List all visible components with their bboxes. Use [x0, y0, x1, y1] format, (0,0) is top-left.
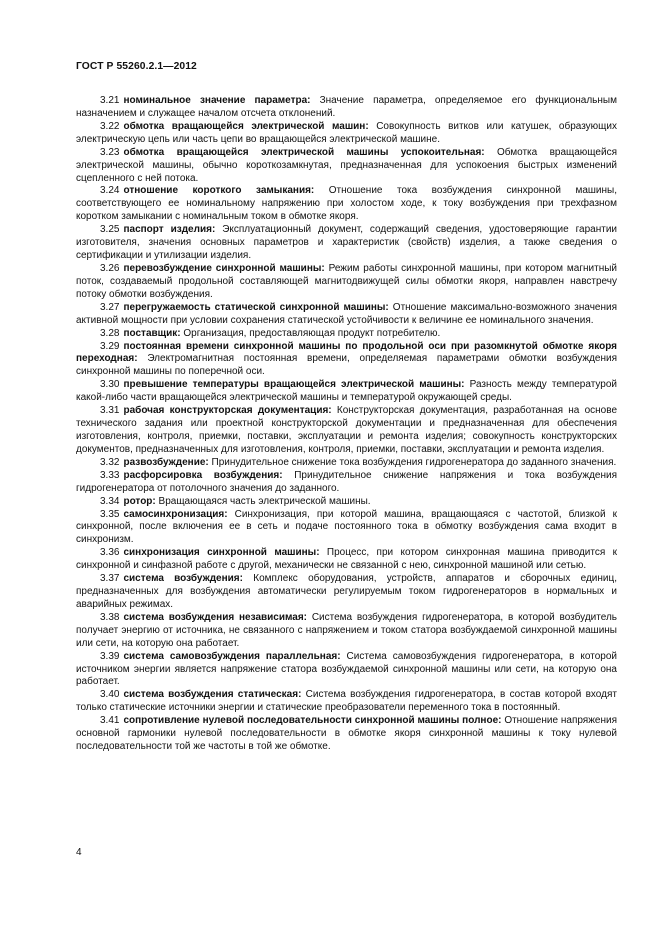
definition-number: 3.30 [100, 379, 120, 391]
definition-text: Электромагнитная постоянная времени, определяемая параметрами обмотки возбуждения синхронной машины по поперечной оси. [76, 353, 617, 378]
definition-text: Режим работы синхронной машины, при котором магнитный поток, создаваемый продольной составляющей магнитодвижущей силы обмотки якоря, направлен навстречу потоку обмотки возбуждения. [76, 262, 617, 300]
definition-number: 3.33 [100, 469, 120, 481]
definition-text: Совокупность витков или катушек, образующих электрическую цепь или часть цепи во вращающейся электрической машине. [76, 120, 617, 145]
definition-term: перегружаемость статической синхронной машины: [123, 301, 389, 313]
definition-text: Конструкторская документация, разработанная на основе технического задания или проектной конструкторской документации и предназначенная для обеспечения изготовления, контроля, приемки, поставки, эксплуатации и ремонта изделия; совокупность конструкторских документов, предназначенных для изготовления, контроля, приемки, поставки, эксплуатации и ремонта изделия. [76, 405, 618, 455]
definition-item [76, 121, 617, 147]
definition-number: 3.40 [100, 689, 120, 701]
definition-item [76, 651, 617, 690]
definition-term: система возбуждения: [123, 573, 243, 585]
definition-term: постоянная времени синхронной машины по продольной оси при разомкнутой обмотке якоря переходная: [76, 340, 617, 365]
definition-item [76, 341, 617, 380]
definition-term: отношение короткого замыкания: [123, 185, 315, 197]
definition-text: Отношение тока возбуждения синхронной машины, соответствующего ее номинальному напряжению при холостом ходе, к току возбуждения при трехфазном коротком замыкании с номинальным током в обмотке якоря. [76, 185, 617, 223]
definition-text: Эксплуатационный документ, содержащий сведения, удостоверяющие гарантии изготовителя, значения основных параметров и характеристик (свойств) изделия, а также сведения о сертификации и утилизации изделия. [76, 224, 618, 262]
definition-item [76, 509, 617, 548]
definition-number: 3.27 [100, 301, 120, 313]
definition-item [76, 715, 617, 754]
definition-term: развозбуждение: [123, 456, 209, 468]
definition-term: синхронизация синхронной машины: [123, 547, 320, 559]
definition-text: Комплекс оборудования, устройств, аппаратов и сборочных единиц, предназначенных для возбуждения автоматически регулируемым током гидрогенераторов в нормальных и аварийных режимах. [76, 573, 617, 610]
definition-term: система возбуждения независимая: [123, 611, 307, 623]
definition-item [76, 405, 617, 457]
definition-text: Принудительное снижение напряжения и тока возбуждения гидрогенератора от потолочного значения до заданного. [76, 469, 618, 494]
definition-number: 3.32 [100, 456, 120, 468]
definition-text: Система возбуждения гидрогенератора, в состав которой входят только статические источники энергии и статические преобразователи переменного тока в постоянный. [76, 689, 617, 714]
definition-item [76, 302, 617, 328]
definition-item [76, 147, 617, 186]
definition-number: 3.23 [100, 146, 120, 158]
definition-term: обмотка вращающейся электрической машин: [123, 120, 369, 132]
definition-item [76, 185, 617, 224]
definition-text: Процесс, при котором синхронная машина приводится к синхронной и синфазной работе с другой, механически не связанной с нею, синхронной машиной или сетью. [76, 547, 617, 572]
definition-number: 3.21 [100, 95, 120, 106]
definition-text: Значение параметра, определяемое его функциональным назначением и служащее началом отсчета отклонений. [76, 95, 617, 119]
definition-item [76, 470, 617, 496]
definition-term: рабочая конструкторская документация: [123, 405, 332, 417]
definition-number: 3.24 [100, 185, 120, 197]
definition-number: 3.35 [100, 508, 120, 520]
definition-text: Система возбуждения гидрогенератора, в которой возбудитель получает энергию от источника, не связанного с напряжением и током статора возбуждаемой синхронной машины или сети, на которую она работает. [76, 611, 617, 649]
definition-number: 3.31 [100, 405, 120, 417]
definition-text: Организация, предоставляющая продукт потребителю. [180, 327, 441, 339]
definition-number: 3.39 [100, 650, 120, 662]
definition-number: 3.36 [100, 547, 120, 559]
definition-number: 3.22 [100, 120, 120, 132]
definition-number: 3.25 [100, 224, 120, 236]
definition-text: Принудительное снижение тока возбуждения гидрогенератора до заданного значения. [208, 456, 617, 468]
definition-term: поставщик: [123, 327, 181, 339]
definition-item [76, 496, 617, 509]
definition-item [76, 573, 617, 612]
definition-number: 3.38 [100, 611, 120, 623]
definition-term: самосинхронизация: [123, 508, 228, 520]
definition-item [76, 547, 617, 573]
definition-item [76, 95, 617, 121]
definitions-list [76, 95, 617, 754]
definition-term: ротор: [123, 495, 156, 507]
definition-item [76, 689, 617, 715]
definition-item [76, 328, 617, 341]
definition-text: Отношение максимально-возможного значения активной мощности при условии сохранения статической устойчивости к величине ее номинального значения. [76, 301, 617, 326]
definition-term: сопротивление нулевой последовательности синхронной машины полное: [123, 715, 502, 727]
definition-number: 3.37 [100, 573, 120, 585]
definition-term: обмотка вращающейся электрической машины успокоительная: [123, 146, 485, 158]
definition-number: 3.26 [100, 262, 120, 274]
definition-text: Синхронизация, при которой машина, вращающаяся с частотой, близкой к синхронной, после включения ее в сеть и подаче постоянного тока в обмотку возбуждения сама входит в синхронизм. [76, 508, 617, 546]
page-number: 4 [76, 847, 82, 858]
definition-item [76, 612, 617, 651]
definition-text: Обмотка вращающейся электрической машины, обычно короткозамкнутая, предназначенная для успокоения быстрых изменений сцепленного с ней потока. [76, 146, 617, 184]
definition-number: 3.29 [100, 340, 120, 352]
definition-text: Разность между температурой какой-либо части вращающейся электрической машины и температурой окружающей среды. [76, 379, 617, 404]
definition-term: перевозбуждение синхронной машины: [123, 262, 325, 274]
definition-term: система самовозбуждения параллельная: [123, 650, 341, 662]
definition-item [76, 379, 617, 405]
definition-text: Отношение напряжения основной гармоники нулевой последовательности в обмотке якоря синхронной машины к току нулевой последовательности той же частоты в той же обмотке. [76, 715, 617, 753]
document-code-header: ГОСТ Р 55260.2.1—2012 [76, 61, 197, 72]
definition-number: 3.41 [100, 715, 120, 727]
definition-item [76, 263, 617, 302]
definition-term: паспорт изделия: [123, 224, 216, 236]
definition-term: превышение температуры вращающейся электрической машины: [123, 379, 465, 391]
definition-number: 3.34 [100, 495, 120, 507]
definition-term: система возбуждения статическая: [123, 689, 302, 701]
definition-item [76, 224, 617, 263]
definition-term: расфорсировка возбуждения: [123, 469, 283, 481]
definition-term: номинальное значение параметра: [123, 95, 311, 106]
definition-text: Система самовозбуждения гидрогенератора, в которой источником энергии является напряжение статора возбуждаемой синхронной машины или сети, на которую она работает. [76, 650, 617, 688]
definition-item [76, 457, 617, 470]
definition-number: 3.28 [100, 327, 120, 339]
definition-text: Вращающаяся часть электрической машины. [155, 495, 371, 507]
